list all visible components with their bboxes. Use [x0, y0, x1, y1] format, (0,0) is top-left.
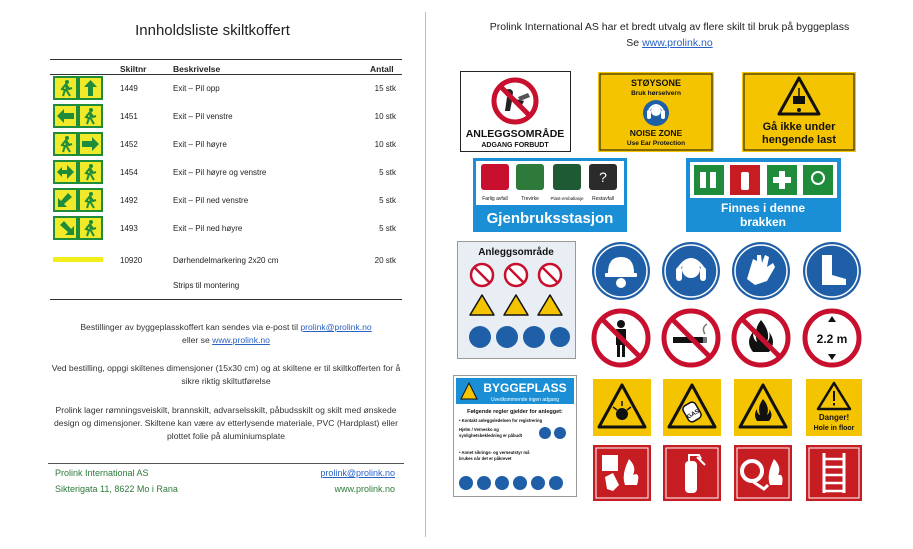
- row-nr: 1449: [120, 84, 138, 93]
- gas-warning-icon: [663, 379, 721, 436]
- col-header-qty: Antall: [370, 64, 394, 74]
- svg-text:hengende last: hengende last: [762, 134, 836, 146]
- row-desc: Exit – Pil høyre: [173, 140, 227, 149]
- helmet-mandatory-icon: [591, 241, 651, 301]
- sign-anleggsomrade-composite: [457, 241, 576, 359]
- left-page: [0, 0, 425, 549]
- svg-text:?: ?: [599, 169, 607, 185]
- svg-text:Finnes i denne: Finnes i denne: [720, 201, 806, 215]
- row-nr: 1492: [120, 196, 138, 205]
- footer-email-link[interactable]: prolink@prolink.no: [320, 468, 395, 478]
- table-bottom-rule: [50, 299, 402, 300]
- sign-hole-in-floor: [806, 379, 862, 436]
- right-page: [426, 0, 913, 549]
- svg-text:Gjenbruksstasjon: Gjenbruksstasjon: [486, 210, 614, 227]
- no-entry-person-icon: [591, 308, 651, 368]
- row-desc: Exit – Pil ned høyre: [173, 224, 243, 233]
- svg-text:Bruk hørselvern: Bruk hørselvern: [631, 90, 681, 97]
- table-row: [50, 216, 402, 242]
- row-desc: Exit – Pil høyre og venstre: [173, 168, 267, 177]
- row-qty: 5 stk: [379, 168, 396, 177]
- row-qty: 10 stk: [374, 140, 396, 149]
- col-header-desc: Beskrivelse: [173, 64, 221, 74]
- svg-text:BYGGEPLASS: BYGGEPLASS: [483, 381, 567, 395]
- page-title: Innholdsliste skiltkoffert: [135, 22, 290, 39]
- row-desc: Exit – Pil opp: [173, 84, 220, 93]
- table-row: [50, 160, 402, 186]
- svg-text:Use Ear Protection: Use Ear Protection: [626, 140, 686, 147]
- sign-anleggsomrade-forbudt: [460, 71, 571, 152]
- product-note: Prolink lager rømningsveiskilt, brannskilt, advarselsskilt, påbudsskilt og skilt med ønskede design og dimensjoner. Skiltene kan være av etterlysende materiale, PVC (Hardplast) eller plottet folie på aluminiumsplate: [54, 405, 398, 441]
- exit-arrow-down-left-icon: [53, 188, 103, 212]
- svg-text:Farlig avfall: Farlig avfall: [482, 196, 508, 202]
- fire-extinguisher-icon: [663, 445, 721, 501]
- table-row: [50, 132, 402, 158]
- svg-text:Trevirke: Trevirke: [521, 196, 539, 202]
- safety-boots-mandatory-icon: [802, 241, 862, 301]
- yellow-strip-icon: [53, 248, 103, 272]
- height-limit-icon: [802, 308, 862, 368]
- table-row: [50, 188, 402, 214]
- order-info: [45, 321, 407, 347]
- order-web-link[interactable]: www.prolink.no: [212, 335, 270, 345]
- svg-text:NOISE ZONE: NOISE ZONE: [629, 128, 683, 138]
- svg-text:Plast-emballasje: Plast-emballasje: [550, 196, 584, 201]
- sign-gjenbruksstasjon: [473, 158, 627, 232]
- no-smoking-icon: [661, 308, 721, 368]
- fire-hose-icon: [734, 445, 792, 501]
- order-email-link[interactable]: prolink@prolink.no: [300, 322, 372, 332]
- table-row: [50, 104, 402, 130]
- table-row: [50, 248, 402, 274]
- footer-company: Prolink International AS: [55, 468, 149, 478]
- sign-stoysone: [598, 72, 714, 152]
- table-top-rule: [50, 59, 402, 60]
- svg-text:Følgende regler gjelder for an: Følgende regler gjelder for anlegget:: [467, 409, 563, 415]
- svg-text:2.2 m: 2.2 m: [816, 332, 848, 346]
- explosive-warning-icon: [593, 379, 651, 436]
- row-qty: 5 stk: [379, 196, 396, 205]
- right-see-line: [426, 36, 913, 51]
- row-nr: 10920: [120, 256, 143, 265]
- svg-text:Uvedkommende ingen adgang: Uvedkommende ingen adgang: [490, 397, 560, 403]
- row-desc: Exit – Pil venstre: [173, 112, 233, 121]
- flammable-warning-icon: [734, 379, 792, 436]
- right-heading: Prolink International AS har et bredt utvalg av flere skilt til bruk på byggeplass: [489, 21, 850, 33]
- row-qty: 5 stk: [379, 224, 396, 233]
- exit-arrow-left-icon: [53, 104, 103, 128]
- row-qty: 15 stk: [374, 84, 396, 93]
- svg-text:Restavfall: Restavfall: [592, 196, 614, 202]
- svg-text:• Kontakt anleggsledelsen for: • Kontakt anleggsledelsen for registrering: [459, 418, 543, 423]
- row-nr: 1454: [120, 168, 138, 177]
- right-web-link[interactable]: www.prolink.no: [642, 37, 713, 49]
- fire-ladder-icon: [806, 445, 862, 501]
- exit-arrow-down-right-icon: [53, 216, 103, 240]
- order-text: Bestillinger av byggeplasskoffert kan sendes via e-post til: [80, 322, 298, 332]
- gloves-mandatory-icon: [731, 241, 791, 301]
- table-row: [50, 76, 402, 102]
- svg-text:ADGANG FORBUDT: ADGANG FORBUDT: [481, 142, 549, 149]
- strips-note: Strips til montering: [173, 281, 240, 290]
- table-header-rule: [50, 74, 402, 75]
- exit-arrow-left-right-icon: [53, 160, 103, 184]
- svg-text:Gå ikke under: Gå ikke under: [762, 121, 836, 133]
- footer-address: Sikterigata 11, 8622 Mo i Rana: [55, 484, 178, 494]
- row-nr: 1452: [120, 140, 138, 149]
- see-text: Se: [626, 37, 640, 49]
- exit-arrow-up-icon: [53, 76, 103, 100]
- row-nr: 1493: [120, 224, 138, 233]
- svg-text:Anleggsområde: Anleggsområde: [478, 247, 554, 258]
- svg-text:ANLEGGSOMRÅDE: ANLEGGSOMRÅDE: [465, 128, 565, 140]
- exit-arrow-right-icon: [53, 132, 103, 156]
- row-nr: 1451: [120, 112, 138, 121]
- col-header-nr: Skiltnr: [120, 64, 147, 74]
- dimension-note: Ved bestilling, oppgi skiltenes dimensjoner (15x30 cm) og at skiltene er til skiltkofferten for å sikre riktig skiltutførelse: [51, 363, 401, 386]
- row-qty: 10 stk: [374, 112, 396, 121]
- svg-text:STØYSONE: STØYSONE: [630, 78, 682, 88]
- no-open-flame-icon: [731, 308, 791, 368]
- svg-text:brakken: brakken: [739, 215, 787, 229]
- sign-byggeplass: BYGGEPLASS Uvedkommende ingen adgang Følgende regler gjelder for anlegget: • Kontakt anleggsledelsen for registrering Hjelm / Vernesko og synlighetsbekledning er påbudt • Annet sikrings- og verneutstyr må brukes når det er påkrevet: [453, 375, 577, 497]
- svg-text:Hole in floor: Hole in floor: [813, 425, 855, 432]
- footer-rule: [48, 463, 404, 464]
- svg-text:GAS: GAS: [686, 408, 701, 421]
- footer-web[interactable]: www.prolink.no: [334, 484, 395, 494]
- row-desc: Exit – Pil ned venstre: [173, 196, 249, 205]
- sign-finnes-i-brakken: [686, 158, 841, 232]
- row-qty: 20 stk: [374, 256, 396, 265]
- sign-hengende-last: [742, 72, 856, 152]
- svg-text:Danger!: Danger!: [818, 413, 850, 422]
- fire-alarm-button-icon: [593, 445, 651, 501]
- row-desc: Dørhendelmarkering 2x20 cm: [173, 256, 279, 265]
- ear-protection-mandatory-icon: [661, 241, 721, 301]
- order-text-2: eller se: [182, 335, 210, 345]
